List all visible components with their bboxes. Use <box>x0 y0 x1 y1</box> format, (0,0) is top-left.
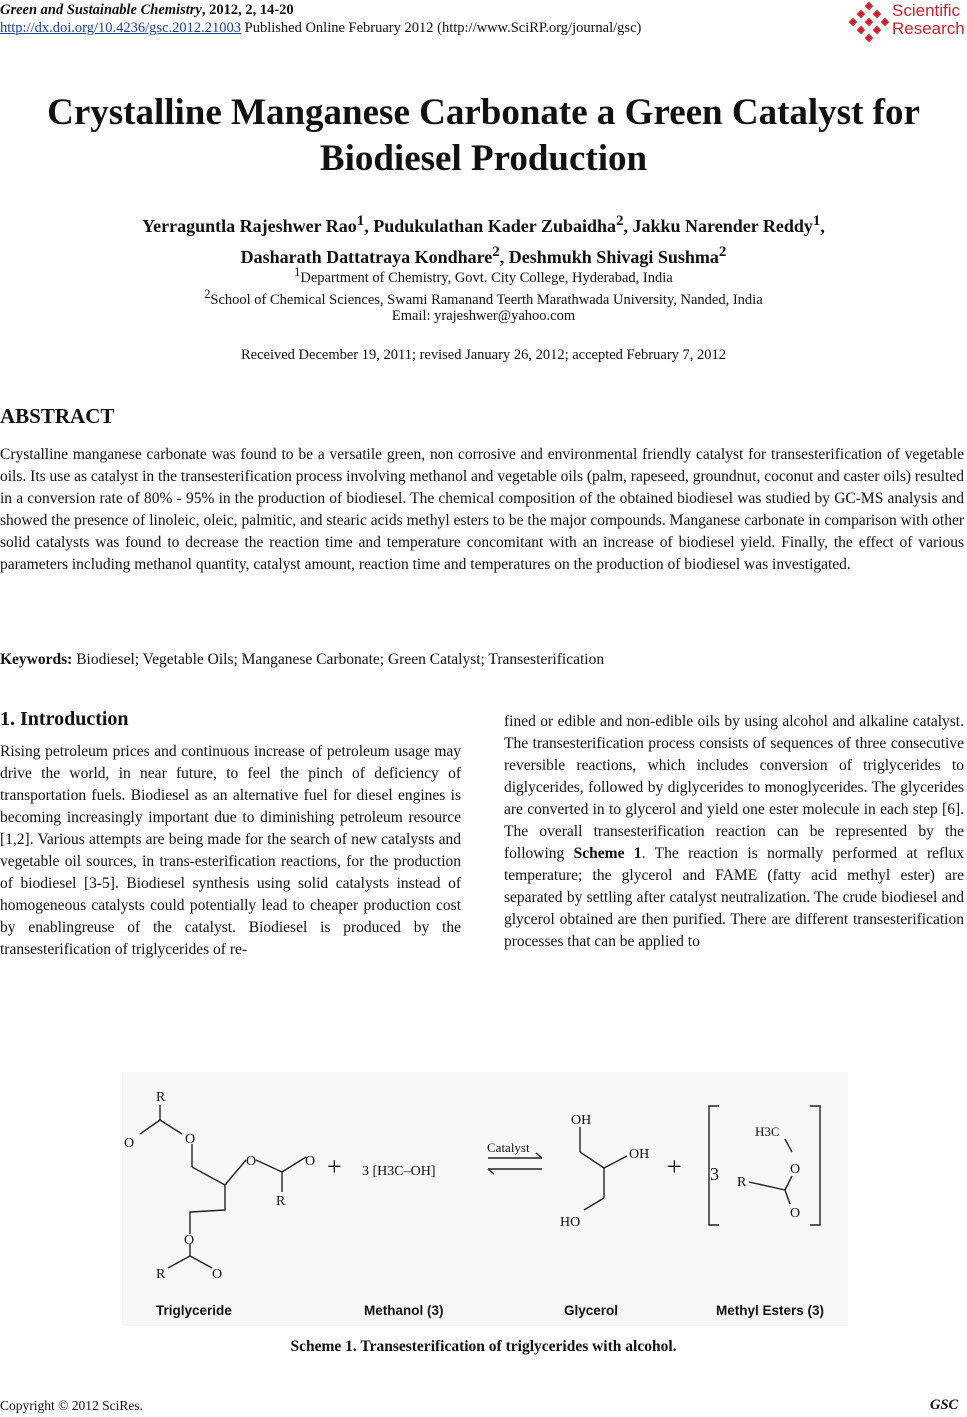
svg-text:HO: HO <box>560 1215 581 1230</box>
doi-line <box>0 20 641 37</box>
intro-column-right <box>504 711 964 953</box>
received-dates: Received December 19, 2011; revised January 26, 2012; accepted February 7, 2012 <box>240 347 727 363</box>
svg-text:R: R <box>156 1090 166 1105</box>
intro-text: fined or edible and non-edible oils by using alcohol and alkaline catalyst. The transesterification process consists of sequences of three consecutive reversible reactions, which includes conversion of triglycerides to diglycerides, followed by diglycerides to monoglycerides. The glycerides are converted in to glycerol and yield one ester molecule in each step [6]. The overall transesterification reaction can be represented by the following <box>504 713 964 862</box>
journal-abbrev: GSC <box>930 1397 959 1413</box>
author-affil-sup: 2 <box>492 244 500 260</box>
author-sep: , <box>499 247 509 267</box>
author-sep: , <box>364 216 374 236</box>
published-text: Published Online February 2012 (http://www.SciRP.org/journal/gsc) <box>241 20 642 36</box>
doi-link[interactable]: http://dx.doi.org/10.4236/gsc.2012.21003 <box>0 20 241 36</box>
svg-text:R: R <box>737 1175 747 1190</box>
svg-text:R: R <box>156 1267 166 1282</box>
author-affil-sup: 2 <box>718 244 727 260</box>
author-name: Deshmukh Shivagi Sushma <box>508 247 719 267</box>
keywords-text: Biodiesel; Vegetable Oils; Manganese Carbonate; Green Catalyst; Transesterification <box>72 651 605 668</box>
svg-text:O: O <box>212 1267 223 1282</box>
intro-column-left: Rising petroleum prices and continuous increase of petroleum usage may drive the world, in near future, to feel the pinch of deficiency of transportation fuels. Biodiesel as an alternative fuel for diesel engines is becoming increasingly important due to diminishing petroleum resource [1,2]. Various attempts are being made for the search of new catalysts and vegetable oil sources, in trans-esterification reactions, for the production of biodiesel [3-5]. Biodiesel synthesis using solid catalysts instead of homogeneous catalysts could potentially lead to cheaper production cost by enablingreuse of the catalyst. Biodiesel is produced by the transesterification of triglycerides of re- <box>0 743 461 958</box>
scheme-figure <box>122 1072 848 1326</box>
contact-email: Email: yrajeshwer@yahoo.com <box>391 308 576 324</box>
title-line2: Biodiesel Production <box>319 138 648 179</box>
svg-text:O: O <box>124 1136 135 1151</box>
label-triglyceride: Triglyceride <box>156 1303 232 1318</box>
paper-title <box>0 90 967 182</box>
journal-volume: , 2012, 2, 14-20 <box>201 2 294 18</box>
abstract-text: Crystalline manganese carbonate was found to be a versatile green, non corrosive and environmental friendly catalyst for transesterification of vegetable oils. Its use as catalyst in the transesterification process involving methanol and vegetable oils (palm, rapeseed, groundnut, coconut and caster oils) resulted in a conversion rate of 80% - 95% in the production of biodiesel. The chemical composition of the obtained biodiesel was studied by GC-MS analysis and showed the presence of linoleic, oleic, palmitic, and stearic acids methyl esters to be the major compounds. Manganese carbonate in comparison with other solid catalysts was found to decrease the reaction time and temperature concomitant with an increase of biodiesel yield. Finally, the effect of various parameters including methanol quantity, catalyst amount, reaction time and temperatures on the production of biodiesel was investigated. <box>0 446 964 573</box>
publisher-logo <box>848 2 967 42</box>
abstract-heading: ABSTRACT <box>0 404 115 428</box>
label-methyl-esters: Methyl Esters (3) <box>716 1303 825 1318</box>
publisher-logo-mark-icon <box>848 2 890 42</box>
methanol-formula: 3 [H3C–OH] <box>362 1164 436 1179</box>
keywords <box>0 651 604 669</box>
section-heading-introduction: 1. Introduction <box>0 708 129 730</box>
author-affil-sup: 1 <box>812 213 821 229</box>
reaction-scheme-drawing <box>122 1072 848 1326</box>
svg-text:O: O <box>790 1162 801 1177</box>
intro-text-cont: . The reaction is normally performed at reflux temperature; the glycerol and FAME (fatty acid methyl ester) are separated by settling after catalyst neutralization. The crude biodiesel and glycerol obtained are then purified. There are different transesterification processes that can be applied to <box>504 845 964 950</box>
svg-text:O: O <box>246 1154 257 1169</box>
author-name: Yerraguntla Rajeshwer Rao <box>142 216 357 236</box>
svg-text:H3C: H3C <box>755 1124 780 1139</box>
scheme-caption: Scheme 1. Transesterification of triglycerides with alcohol. <box>290 1338 677 1355</box>
logo-line1: Scientific <box>892 1 961 20</box>
svg-text:O: O <box>305 1154 316 1169</box>
journal-name: Green and Sustainable Chemistry <box>0 2 202 18</box>
affiliation-sup: 1 <box>294 265 301 279</box>
affiliation-text: Department of Chemistry, Govt. City College, Hyderabad, India <box>300 269 673 286</box>
label-methanol: Methanol (3) <box>364 1303 444 1318</box>
svg-text:O: O <box>790 1206 801 1221</box>
affiliation-text: School of Chemical Sciences, Swami Ramanand Teerth Marathwada University, Nanded, India <box>210 291 763 308</box>
svg-text:OH: OH <box>571 1113 592 1128</box>
author-affil-sup: 1 <box>356 213 365 229</box>
svg-text:R: R <box>276 1194 286 1209</box>
ester-coefficient: 3 <box>710 1164 719 1184</box>
catalyst-label: Catalyst <box>487 1140 530 1155</box>
svg-text:OH: OH <box>629 1147 650 1162</box>
affiliation-sup: 2 <box>204 287 211 301</box>
author-name: Pudukulathan Kader Zubaidha <box>373 216 617 236</box>
logo-line2: Research <box>892 19 965 38</box>
journal-citation <box>0 2 294 19</box>
title-line1: Crystalline Manganese Carbonate a Green Catalyst for <box>47 92 920 133</box>
label-glycerol: Glycerol <box>564 1303 619 1318</box>
publisher-logo-text <box>892 2 965 38</box>
author-affil-sup: 2 <box>616 213 624 229</box>
svg-text:O: O <box>184 1233 195 1248</box>
copyright-notice: Copyright © 2012 SciRes. <box>0 1398 144 1413</box>
scheme-reference: Scheme 1 <box>573 845 642 862</box>
author-list <box>0 208 967 270</box>
author-line1 <box>0 208 967 239</box>
author-name: Jakku Narender Reddy <box>632 216 813 236</box>
keywords-label: Keywords: <box>0 651 73 668</box>
svg-text:+: + <box>667 1152 682 1181</box>
author-sep: , <box>623 216 633 236</box>
author-sep: , <box>820 216 825 236</box>
svg-text:+: + <box>327 1152 342 1181</box>
svg-text:O: O <box>185 1132 196 1147</box>
author-name: Dasharath Dattatraya Kondhare <box>240 247 493 267</box>
